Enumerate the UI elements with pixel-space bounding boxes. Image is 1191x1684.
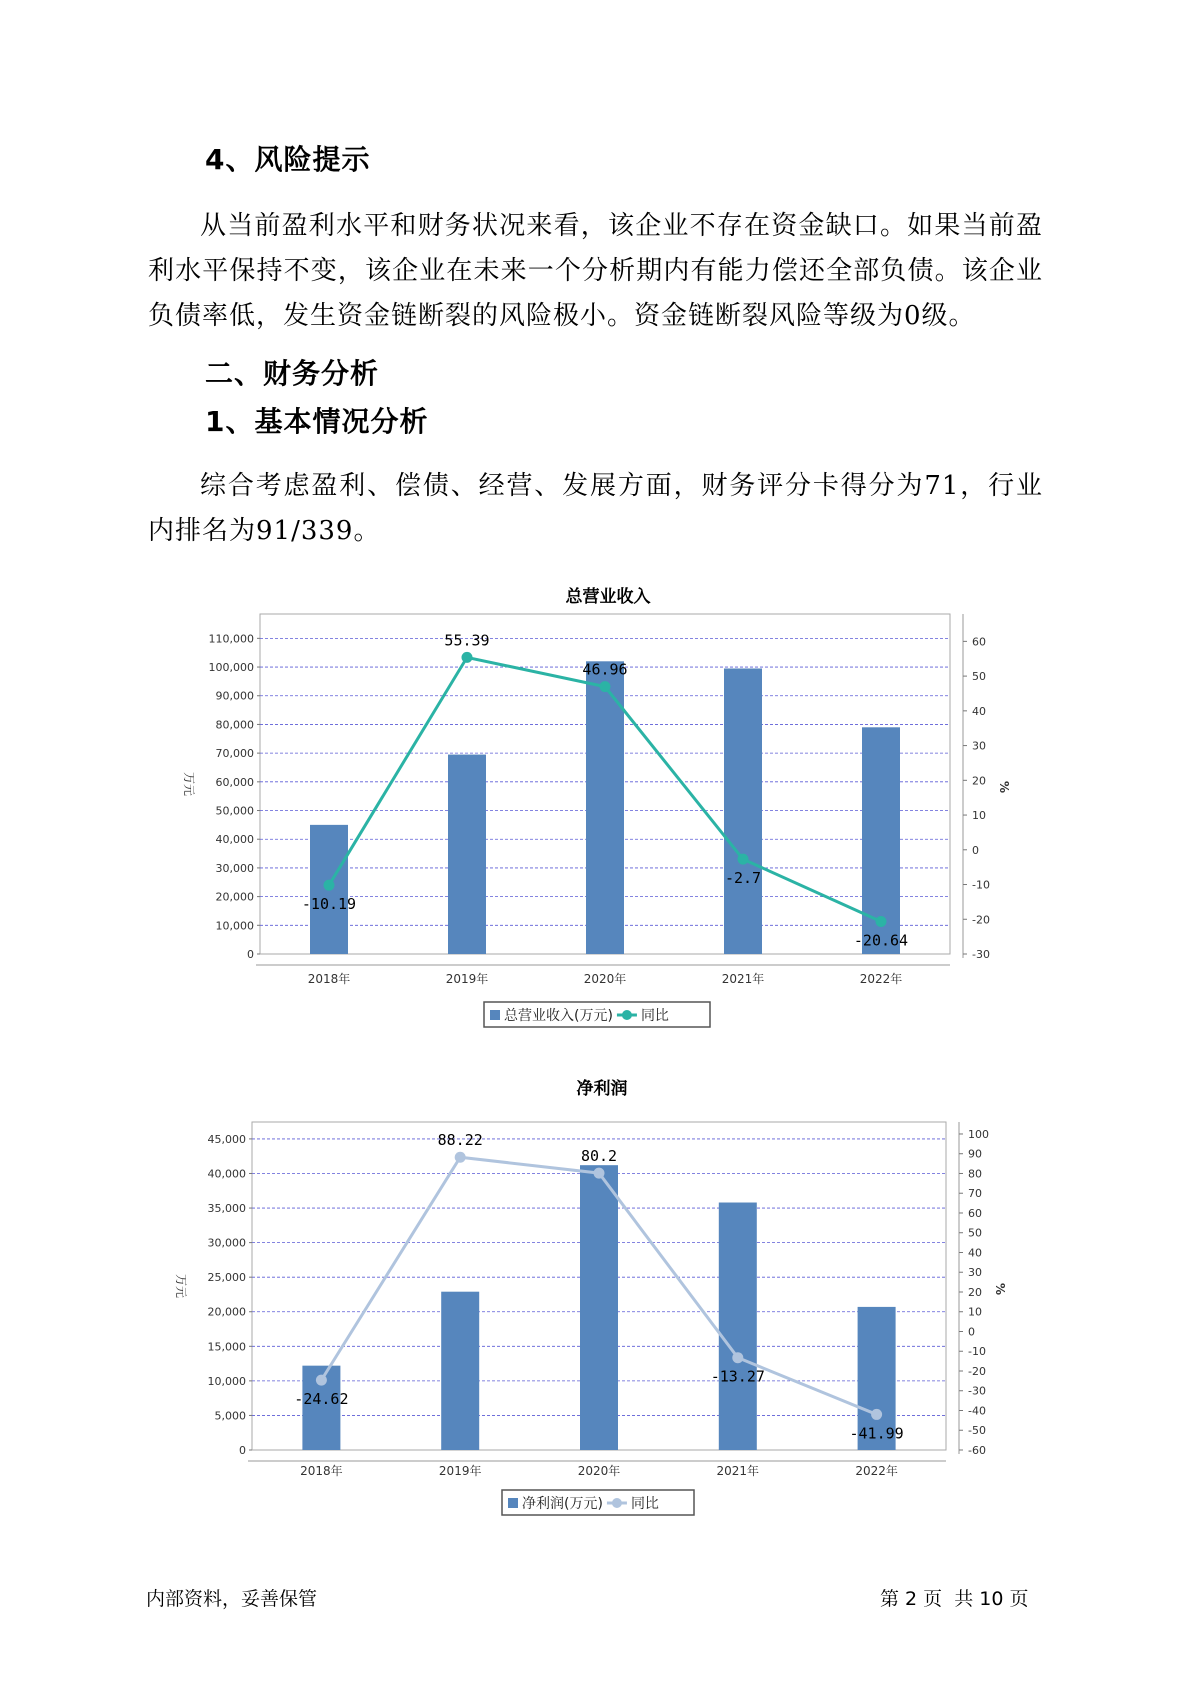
y-tick-label: 45,000: [207, 1132, 246, 1146]
y-tick-label: 70,000: [215, 747, 254, 761]
legend-bar-swatch: [508, 1498, 518, 1508]
subsection-heading-basic: 1、基本情况分析: [205, 405, 429, 438]
yoy-point: [600, 681, 611, 692]
yoy-data-label: 80.2: [580, 1147, 618, 1166]
risk-paragraph: 从当前盈利水平和财务状况来看，该企业不存在资金缺口。如果当前盈利水平保持不变，该企业在未来一个分析期内有能力偿还全部负债。该企业负债率低，发生资金链断裂的风险极小。资金链断裂风险等级为0级。: [148, 211, 1043, 331]
y2-tick-label: -20: [968, 1364, 986, 1378]
revenue-chart: [0, 572, 1191, 1032]
yoy-data-label: -24.62: [294, 1390, 349, 1409]
y-tick-label: 90,000: [215, 689, 254, 703]
yoy-data-label: -2.7: [724, 869, 762, 888]
section-heading-financial: 二、财务分析: [205, 357, 380, 390]
section-heading-risk: 4、风险提示: [205, 143, 371, 176]
y2-tick-label: 60: [968, 1206, 982, 1220]
y2-tick-label: 20: [972, 774, 986, 788]
legend-line-label: 同比: [630, 1496, 659, 1512]
y-tick-label: 15,000: [207, 1340, 246, 1354]
legend-line-marker: [622, 1010, 632, 1020]
yoy-point: [871, 1409, 882, 1420]
y-axis-label: 万元: [174, 1273, 188, 1299]
y2-tick-label: 50: [972, 670, 986, 684]
y-tick-label: 0: [247, 948, 254, 961]
yoy-point: [732, 1352, 743, 1363]
y2-tick-label: -10: [968, 1345, 986, 1359]
bar: [719, 1203, 757, 1450]
y2-tick-label: 40: [968, 1246, 982, 1260]
y-axis-label: 万元: [182, 771, 196, 797]
chart-title: 净利润: [576, 1079, 628, 1099]
y2-tick-label: 0: [972, 843, 979, 857]
yoy-point: [594, 1168, 605, 1179]
y2-tick-label: -40: [968, 1404, 986, 1418]
y-tick-label: 40,000: [215, 833, 254, 847]
chart-title: 总营业收入: [565, 587, 651, 607]
y-tick-label: 10,000: [207, 1374, 246, 1388]
y2-tick-label: -50: [968, 1424, 986, 1438]
x-tick-label: 2020年: [583, 972, 627, 986]
y-tick-label: 100,000: [208, 661, 254, 675]
legend-line-marker: [612, 1498, 622, 1508]
x-tick-label: 2019年: [438, 1464, 482, 1478]
yoy-point: [324, 880, 335, 891]
y-tick-label: 0: [239, 1444, 246, 1457]
y2-tick-label: 30: [968, 1266, 982, 1280]
y-tick-label: 10,000: [215, 919, 254, 933]
yoy-point: [316, 1375, 327, 1386]
y-tick-label: 30,000: [215, 861, 254, 875]
y-tick-label: 80,000: [215, 718, 254, 732]
y2-tick-label: 100: [968, 1127, 989, 1141]
bar: [441, 1292, 479, 1450]
yoy-data-label: -41.99: [849, 1424, 904, 1443]
y2-tick-label: 20: [968, 1285, 982, 1299]
yoy-data-label: 88.22: [437, 1131, 483, 1150]
yoy-data-label: 46.96: [582, 660, 628, 679]
yoy-point: [876, 916, 887, 927]
x-tick-label: 2021年: [721, 972, 765, 986]
y2-tick-label: 10: [972, 809, 986, 823]
x-tick-label: 2020年: [577, 1464, 621, 1478]
y2-tick-label: 10: [968, 1305, 982, 1319]
y-tick-label: 30,000: [207, 1236, 246, 1250]
y2-axis-label: %: [993, 1282, 1007, 1296]
y2-tick-label: 40: [972, 704, 986, 718]
x-tick-label: 2021年: [716, 1464, 760, 1478]
y2-tick-label: -30: [968, 1384, 986, 1398]
y-tick-label: 20,000: [215, 890, 254, 904]
x-tick-label: 2019年: [445, 972, 489, 986]
yoy-data-label: 55.39: [444, 631, 490, 650]
y-tick-label: 50,000: [215, 804, 254, 818]
y-tick-label: 25,000: [207, 1271, 246, 1285]
y2-tick-label: 30: [972, 739, 986, 753]
yoy-data-label: -10.19: [301, 895, 357, 914]
y2-tick-label: 60: [972, 635, 986, 649]
x-tick-label: 2018年: [300, 1464, 343, 1478]
y2-tick-label: 50: [968, 1226, 982, 1240]
y2-tick-label: -10: [972, 878, 990, 892]
yoy-data-label: -20.64: [853, 931, 909, 950]
yoy-point: [738, 854, 749, 865]
yoy-point: [462, 652, 473, 663]
net-profit-chart-svg: [0, 1072, 1191, 1532]
legend-bar-label: 总营业收入(万元): [504, 1008, 613, 1024]
yoy-point: [455, 1152, 466, 1163]
basic-paragraph: 综合考虑盈利、偿债、经营、发展方面，财务评分卡得分为71，行业内排名为91/339。: [148, 471, 1043, 546]
y2-tick-label: 0: [968, 1325, 975, 1339]
y2-tick-label: 80: [968, 1167, 982, 1181]
footer-page-number: 第 2 页 共 10 页: [880, 1588, 1029, 1610]
revenue-chart-svg: [0, 572, 1191, 1032]
bar: [448, 755, 486, 954]
x-tick-label: 2022年: [855, 1464, 898, 1478]
y2-tick-label: -60: [968, 1444, 986, 1457]
y-tick-label: 40,000: [207, 1167, 246, 1181]
net-profit-chart: [0, 1072, 1191, 1532]
footer-confidential: 内部资料，妥善保管: [146, 1588, 318, 1610]
y-tick-label: 110,000: [208, 632, 254, 646]
bar: [724, 668, 762, 954]
y2-axis-label: %: [997, 780, 1011, 794]
y2-tick-label: 90: [968, 1147, 982, 1161]
y-tick-label: 60,000: [215, 775, 254, 789]
y-tick-label: 20,000: [207, 1305, 246, 1319]
x-tick-label: 2022年: [859, 972, 903, 986]
y-tick-label: 35,000: [207, 1202, 246, 1216]
y2-tick-label: -30: [972, 948, 990, 961]
yoy-data-label: -13.27: [710, 1367, 765, 1386]
bar: [580, 1165, 618, 1450]
legend-line-label: 同比: [640, 1008, 669, 1024]
y2-tick-label: 70: [968, 1187, 982, 1201]
legend-bar-label: 净利润(万元): [522, 1496, 603, 1512]
x-tick-label: 2018年: [307, 972, 351, 986]
legend-bar-swatch: [490, 1010, 500, 1020]
y-tick-label: 5,000: [214, 1409, 246, 1423]
y2-tick-label: -20: [972, 913, 990, 927]
